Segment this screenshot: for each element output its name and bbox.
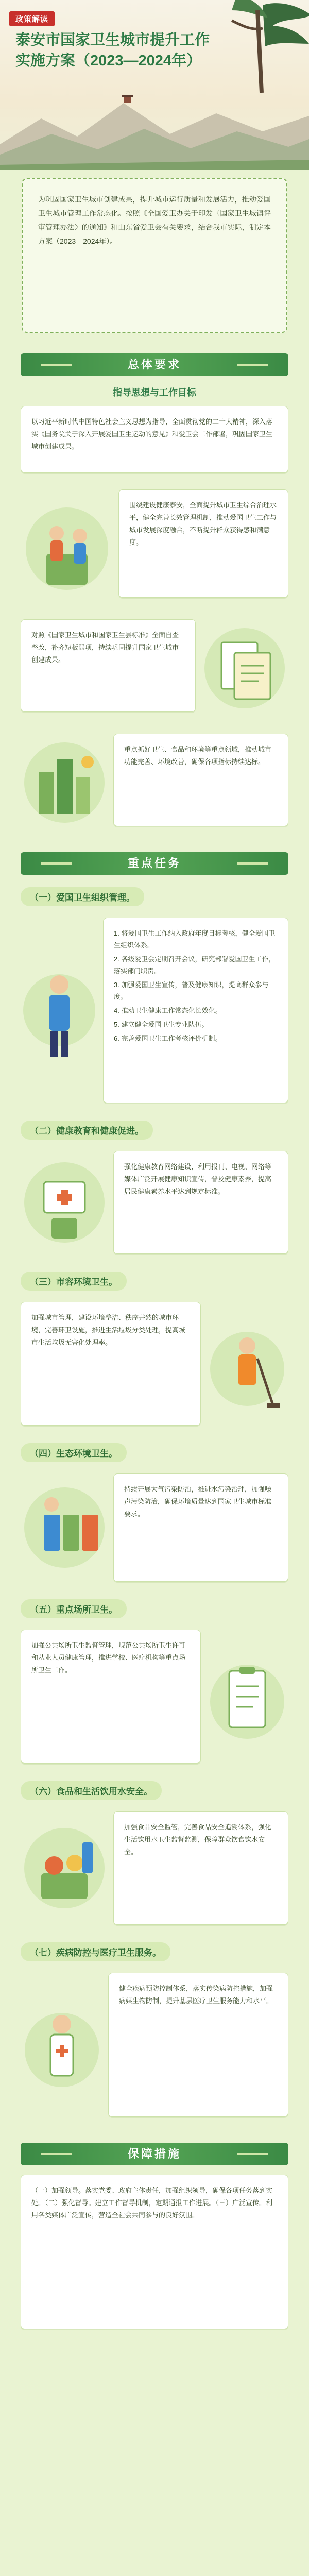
overall-card-1-text: 以习近平新时代中国特色社会主义思想为指导，全面贯彻党的二十大精神，深入落实《国务院关于深入开展爱国卫生运动的意见》和爱卫会工作部署，巩固国家卫生城市创建成果。: [31, 418, 273, 450]
overall-row-3: [21, 614, 288, 717]
overall-card-3: [21, 619, 196, 712]
task-1-item: 2. 各级爱卫会定期召开会议，研究部署爱国卫生工作，落实部门职责。: [114, 955, 276, 975]
overall-row-2: [21, 484, 288, 603]
people-activity-icon: [21, 492, 113, 595]
overall-card-3-text: 对照《国家卫生城市和国家卫生县标准》全面自查整改，补齐短板弱项，持续巩固提升国家卫生城市创建成果。: [31, 631, 179, 664]
policy-tag: 政策解读: [9, 11, 55, 26]
task-2-title: （二）健康教育和健康促进。: [21, 1121, 153, 1140]
section-banner-tasks: 重点任务: [21, 852, 288, 875]
task-1-title: （一）爱国卫生组织管理。: [21, 887, 144, 906]
task-4-card: [113, 1473, 288, 1582]
task-1-item: 5. 建立健全爱国卫生专业队伍。: [114, 1021, 209, 1028]
overall-card-1: [21, 406, 288, 473]
section-banner-overall: 总体要求: [21, 353, 288, 376]
task-5-title: （五）重点场所卫生。: [21, 1599, 127, 1618]
task-2-card: [113, 1151, 288, 1254]
street-cleaner-icon: [206, 1302, 288, 1426]
task-4-text: 持续开展大气污染防治，推进水污染治理，加强噪声污染防治，确保环境质量达到国家卫生城市标准要求。: [124, 1485, 272, 1518]
task-4-title: （四）生态环境卫生。: [21, 1443, 127, 1462]
task-3-card: [21, 1302, 201, 1426]
task-1-item: 3. 加强爱国卫生宣传，普及健康知识，提高群众参与度。: [114, 981, 269, 1001]
guarantee-card: [21, 2175, 288, 2329]
task-6-row: [21, 1806, 288, 1930]
overall-card-4: [113, 734, 288, 826]
task-5-card: [21, 1630, 201, 1764]
intro-text: 为巩固国家卫生城市创建成果，提升城市运行质量和发展活力，推动爱国卫生城市管理工作常态化。按照《全国爱卫办关于印发〈国家卫生城镇评审管理办法〉的通知》和山东省爱卫会有关要求，结合我市实际，制定本方案（2023—2024年）。: [38, 195, 271, 245]
task-3-row: [21, 1297, 288, 1431]
task-5-text: 加强公共场所卫生监督管理，规范公共场所卫生许可和从业人员健康管理，推进学校、医疗机构等重点场所卫生工作。: [31, 1641, 186, 1674]
task-6-text: 加强食品安全监管，完善食品安全追溯体系，强化生活饮用水卫生监督监测，保障群众饮食饮水安全。: [124, 1823, 272, 1856]
overall-card-2-text: 围绕建设健康泰安，全面提升城市卫生综合治理水平，健全完善长效管理机制，推动爱国卫生工作与城市发展深度融合，不断提升群众获得感和满意度。: [129, 501, 277, 546]
section-subhead: 指导思想与工作目标: [113, 387, 196, 398]
clipboard-icon: [206, 1635, 288, 1758]
intro-box: [22, 178, 287, 333]
task-1-card: [103, 918, 288, 1103]
task-7-card: [108, 1973, 288, 2117]
task-1-row: [21, 912, 288, 1108]
task-1-item: 4. 推动卫生健康工作常态化长效化。: [114, 1007, 222, 1014]
title-line-2: 实施方案（2023—2024年）: [15, 53, 202, 69]
task-7-row: [21, 1968, 288, 2122]
city-icon: [21, 731, 108, 829]
task-3-text: 加强城市管理，建设环境整洁、秩序井然的城市环境，完善环卫设施，推进生活垃圾分类处理，提高城市生活垃圾无害化处理率。: [31, 1314, 186, 1346]
task-1-item: 1. 将爱国卫生工作纳入政府年度目标考核，健全爱国卫生组织体系。: [114, 929, 276, 949]
title-line-1: 泰安市国家卫生城市提升工作: [15, 32, 210, 48]
worker-icon: [21, 928, 98, 1093]
task-4-row: [21, 1468, 288, 1587]
documents-icon: [201, 617, 288, 715]
section-banner-guarantee: 保障措施: [21, 2143, 288, 2165]
task-3-title: （三）市容环境卫生。: [21, 1272, 127, 1291]
task-6-card: [113, 1811, 288, 1925]
recycle-bin-icon: [21, 1473, 108, 1582]
food-safety-icon: [21, 1811, 108, 1925]
task-2-row: [21, 1146, 288, 1259]
health-education-icon: [21, 1151, 108, 1254]
guarantee-text: （一）加强领导。落实党委、政府主体责任，加强组织领导，确保各项任务落到实处。（二）强化督导。建立工作督导机制，定期通报工作进展。（三）广泛宣传。利用各类媒体广泛宣传，营造全社会共同参与的良好氛围。: [31, 2187, 273, 2219]
hero-header: [0, 0, 309, 170]
mountain-illustration-icon: [0, 88, 309, 170]
task-2-text: 强化健康教育网络建设，利用报刊、电视、网络等媒体广泛开展健康知识宣传，普及健康素养，提高居民健康素养水平达到规定标准。: [124, 1163, 272, 1195]
task-7-title: （七）疾病防控与医疗卫生服务。: [21, 1942, 170, 1961]
page-title: [15, 30, 232, 71]
overall-card-2: [118, 489, 288, 598]
task-6-title: （六）食品和生活饮用水安全。: [21, 1781, 162, 1800]
task-7-text: 健全疾病预防控制体系，落实传染病防控措施，加强病媒生物防制，提升基层医疗卫生服务能力和水平。: [119, 1985, 273, 2005]
doctor-icon: [21, 1973, 103, 2117]
overall-card-4-text: 重点抓好卫生、食品和环境等重点领域，推动城市功能完善、环境改善，确保各项指标持续达标。: [124, 745, 272, 766]
task-1-item: 6. 完善爱国卫生工作考核评价机制。: [114, 1035, 222, 1042]
task-5-row: [21, 1624, 288, 1769]
overall-row-4: [21, 728, 288, 832]
